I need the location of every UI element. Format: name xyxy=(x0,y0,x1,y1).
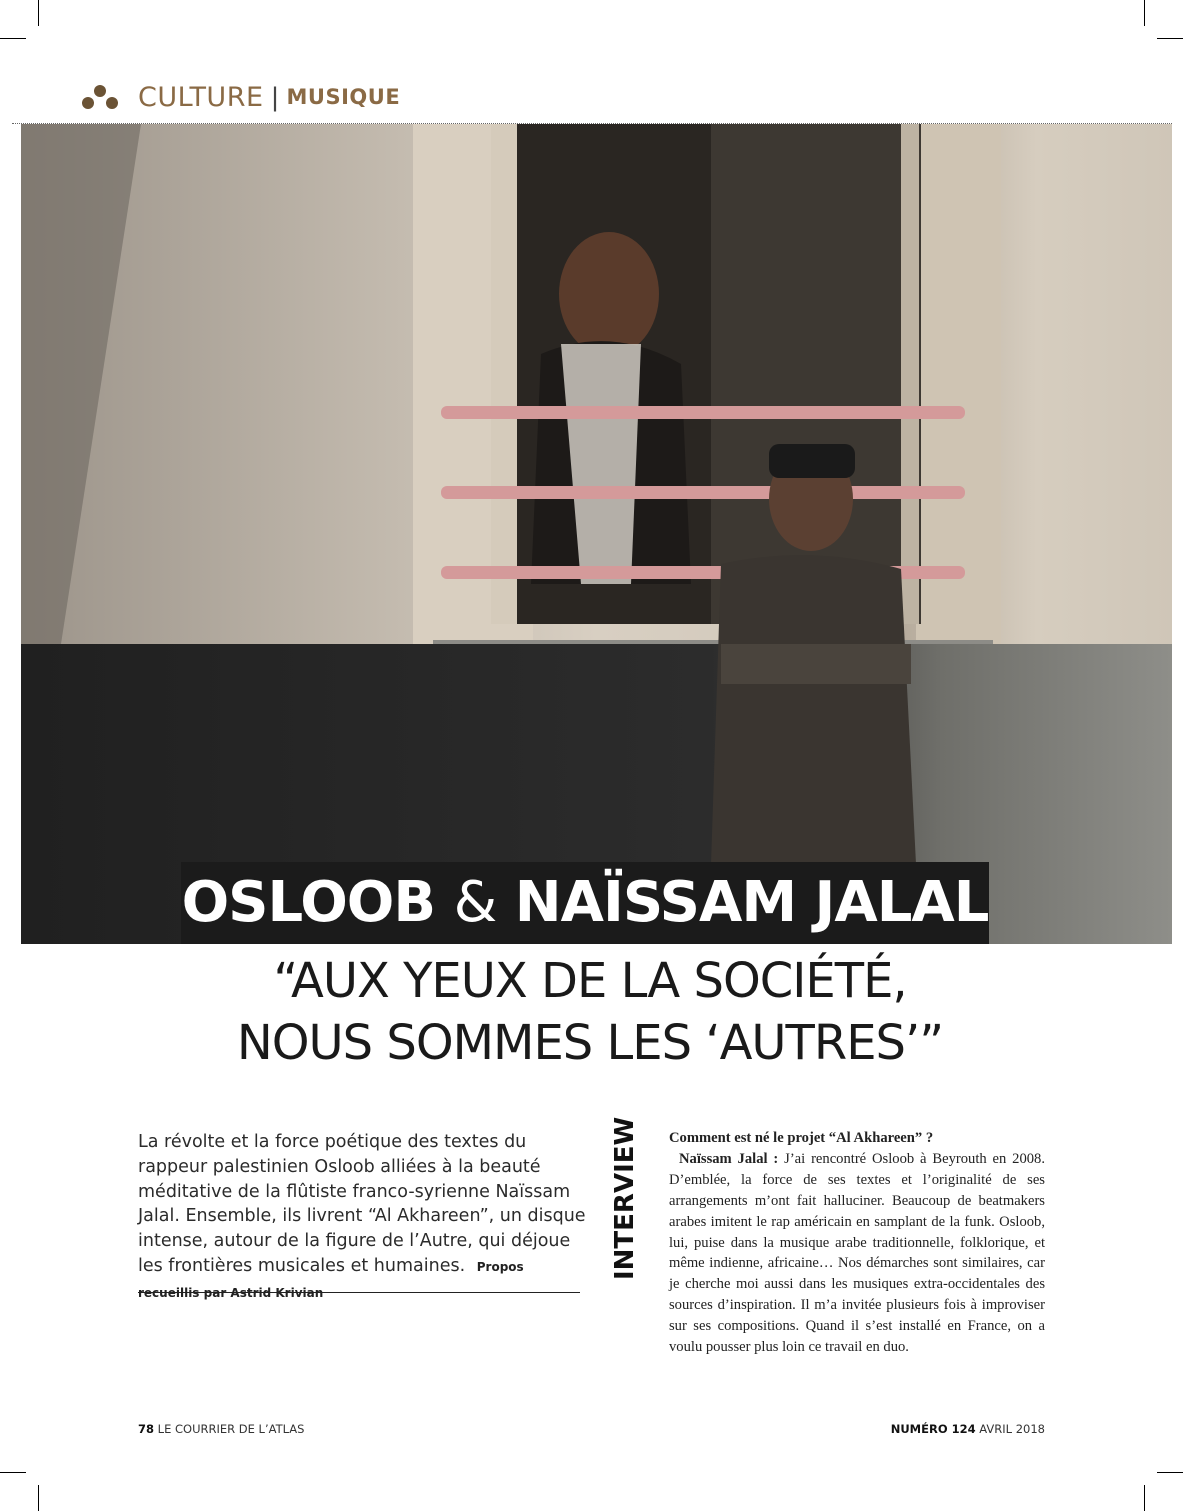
crop-mark xyxy=(38,0,39,26)
interview-answer-text: J’ai rencontré Osloob à Beyrouth en 2008. D’emblée, la force de ses textes et l’originalité de ses arrangements m’ont fait halluciner. Beaucoup de beatmakers arabes imitent le rap américain en samplant de la funk. Osloob, lui, puise dans la musique arabe traditionnelle, folklorique, et même indienne, africaine… Nos démarches sont similaires, car je cherche moi aussi dans les musiques extra-occidentales des sources d’inspiration. Il m’a invitée plusieurs fois à improviser sur ses compositions. Quand il s’est installé en France, on a voulu pousser plus loin ce travail en duo. xyxy=(669,1150,1046,1356)
footer-left xyxy=(138,1422,304,1436)
crop-mark xyxy=(0,38,26,39)
headline-ampersand: & xyxy=(453,870,497,935)
section-separator: | xyxy=(271,81,279,112)
issue-date: AVRIL 2018 xyxy=(979,1422,1045,1436)
crop-mark xyxy=(1157,1472,1183,1473)
interview-answer xyxy=(669,1149,1045,1358)
footer-right xyxy=(891,1422,1045,1436)
interview-question: Comment est né le projet “Al Akhareen” ? xyxy=(669,1130,934,1146)
issue-number: NUMÉRO 124 xyxy=(890,1422,976,1436)
lede-text: La révolte et la force poétique des textes du rappeur palestinien Osloob alliées à la beauté méditative de la flûtiste franco-syrienne Naïssam Jalal. Ensemble, ils livrent “Al Akhareen”, un disque intense, autour de la figure de l’Autre, qui déjoue les frontières musicales et humaines. xyxy=(138,1132,586,1276)
section-header xyxy=(80,80,400,114)
headline-name-a: OSLOOB xyxy=(181,870,436,935)
interview-column xyxy=(669,1128,1045,1358)
pull-quote xyxy=(120,950,1060,1074)
page-number: 78 xyxy=(138,1422,155,1436)
pull-quote-line-1: “AUX YEUX DE LA SOCIÉTÉ, xyxy=(273,953,907,1009)
crop-mark xyxy=(1157,38,1183,39)
lede-paragraph xyxy=(138,1130,588,1306)
lede-divider xyxy=(138,1292,580,1293)
headline-name-b: NAÏSSAM JALAL xyxy=(514,870,989,935)
section-rubric: CULTURE xyxy=(138,81,264,113)
publication-name: LE COURRIER DE L’ATLAS xyxy=(157,1422,305,1436)
crop-mark xyxy=(1144,1485,1145,1511)
hero-photo xyxy=(21,124,1172,944)
pull-quote-line-2: NOUS SOMMES LES ‘AUTRES’” xyxy=(236,1015,944,1071)
interview-speaker: Naïssam Jalal : xyxy=(679,1150,779,1167)
crop-mark xyxy=(0,1472,26,1473)
section-subrubric: MUSIQUE xyxy=(286,85,401,109)
headline xyxy=(181,870,989,935)
interview-tag: INTERVIEW xyxy=(610,1116,640,1280)
dots-logo-icon xyxy=(80,82,122,112)
byline: Propos recueillis par Astrid Krivian xyxy=(138,1259,524,1300)
crop-mark xyxy=(38,1485,39,1511)
crop-mark xyxy=(1144,0,1145,26)
